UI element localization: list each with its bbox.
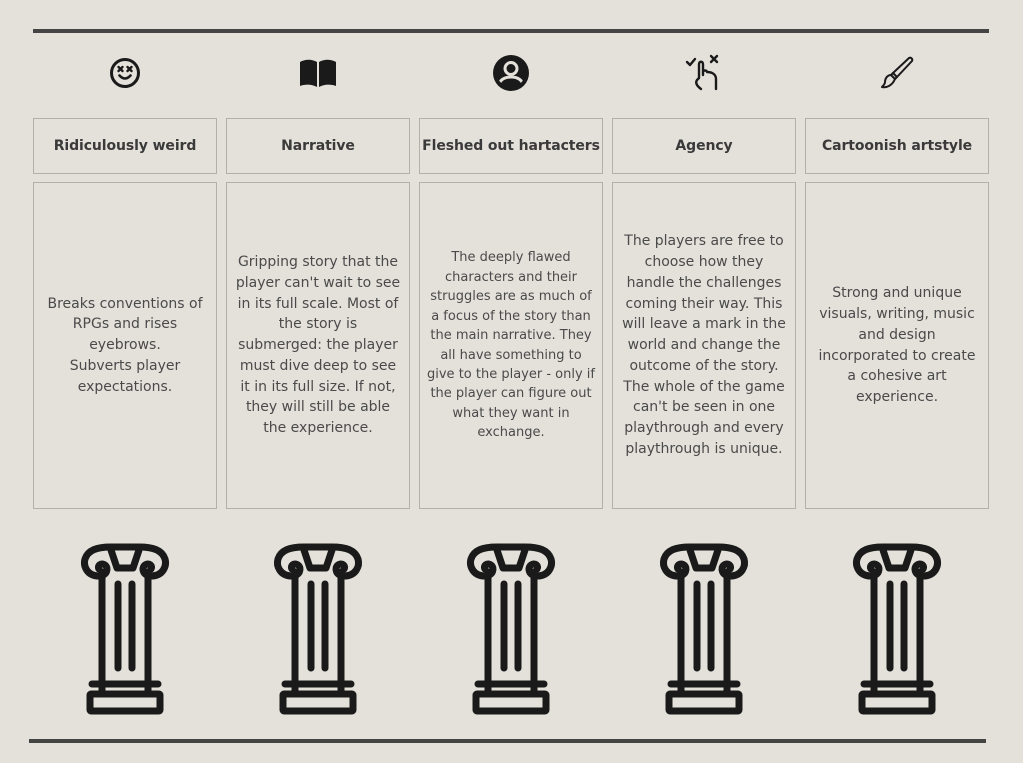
pillar-description-text: The players are free to choose how they handle the challenges coming their way. This will leave a mark in the world and change the outcome of the story. The whole of the game can't be seen in one playthrough and every playthrough is unique. bbox=[622, 233, 786, 458]
pillar-title: Agency bbox=[612, 118, 796, 174]
ionic-column-icon bbox=[270, 542, 366, 718]
top-divider bbox=[33, 29, 989, 33]
pillar-description bbox=[805, 182, 989, 509]
pillar-title: Ridiculously weird bbox=[33, 118, 217, 174]
dizzy-face-icon bbox=[33, 52, 217, 94]
pillar-title: Cartoonish artstyle bbox=[805, 118, 989, 174]
pillar-title: Narrative bbox=[226, 118, 410, 174]
hand-choice-icon bbox=[612, 52, 796, 94]
pillar-description-text: Strong and unique visuals, writing, music and design incorporated to create a cohesive art experience. bbox=[818, 285, 976, 406]
pillar-description-text: Gripping story that the player can't wait to see in its full scale. Most of the story is submerged: the player must dive deep to see it in its full size. If not, they will still be able the experience. bbox=[235, 253, 401, 437]
pillar-description bbox=[33, 182, 217, 509]
pillar-description-text: Breaks conventions of RPGs and rises eyebrows. Subverts player expectations. bbox=[47, 295, 203, 395]
pillar-title: Fleshed out hartacters bbox=[419, 118, 603, 174]
ionic-column-icon bbox=[849, 542, 945, 718]
pillar-description bbox=[612, 182, 796, 509]
pillar-description-text: The deeply flawed characters and their struggles are as much of a focus of the story than the main narrative. They all have something to give to the player - only if the player can figure out what they want in exchange. bbox=[427, 250, 595, 441]
pillar-description bbox=[419, 182, 603, 509]
ionic-column-icon bbox=[463, 542, 559, 718]
open-book-icon bbox=[226, 52, 410, 94]
ionic-column-icon bbox=[77, 542, 173, 718]
paintbrush-icon bbox=[805, 52, 989, 94]
pillar-description bbox=[226, 182, 410, 509]
ionic-column-icon bbox=[656, 542, 752, 718]
user-circle-icon bbox=[419, 52, 603, 94]
bottom-divider bbox=[29, 739, 986, 743]
